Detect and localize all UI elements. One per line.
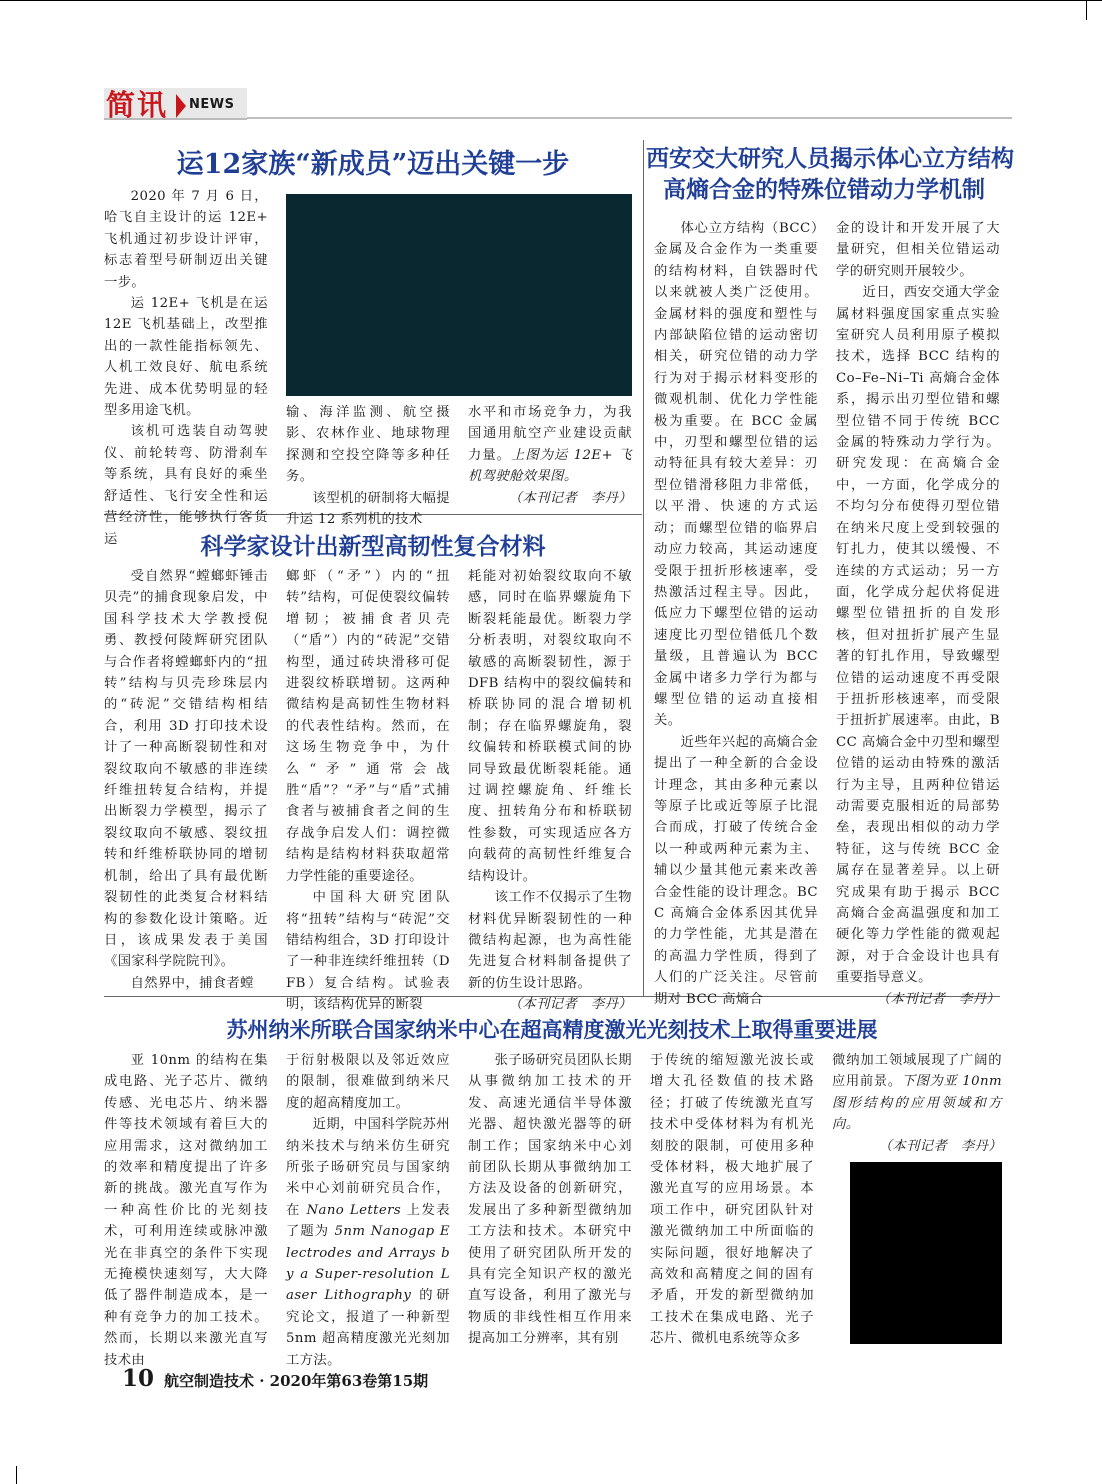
header-rule — [247, 117, 1012, 119]
article4-paragraph: 亚 10nm 的结构在集成电路、光子芯片、微纳传感、光电芯片、纳米器件等技术领域有着巨大的应用需求，这对微纳加工的效率和精度提出了许多新的挑战。激光直写作为一种高性价比的光刻技术，可利用连续或脉冲激光在非真空的条件下实现无掩模快速刻写，大大降低了器件制造成本，是一种有竞争力的加工技术。然而，长期以来激光直写技术由 — [104, 1053, 268, 1368]
article2-credit: （本刊记者 李丹） — [508, 997, 632, 1013]
article3-paragraph: 金的设计和开发开展了大量研究，但相关位错运动学的研究则开展较少。 — [836, 221, 1000, 279]
article4-caption: 下图为亚 10nm 图形结构的应用领域和方向。 — [832, 1074, 1002, 1133]
article2-col2 — [286, 566, 450, 1016]
article1-col1 — [104, 186, 268, 550]
article4-credit: （本刊记者 李丹） — [878, 1138, 1002, 1154]
article1-col2 — [286, 402, 450, 530]
article4-col4 — [650, 1050, 814, 1350]
article2-paragraph: 自然界中，捕食者螳 — [130, 975, 254, 991]
article3-paragraph: 体心立方结构（BCC）金属及合金作为一类重要的结构材料，自铁器时代以来就被人类广泛使用。金属材料的强度和塑性与内部缺陷位错的运动密切相关，研究位错的动力学行为对于揭示材料变形的微观机制、优化力学性能极为重要。在 BCC 金属中，刃型和螺型位错的运动特征具有较大差异：刃型位错滑移阻力非常低，以平滑、快速的方式运动；而螺型位错的临界启动应力较高，其运动速度受限于扭折形核速率，受热激活过程主导。因此，低应力下螺型位错的运动速度比刃型位错低几个数量级，且普遍认为 BCC 金属中诸多力学行为都与螺型位错的运动直接相关。 — [654, 221, 818, 729]
article2-col3 — [468, 566, 632, 1016]
paper-title: 5nm Nanogap Electrodes and Arrays by a Super-resolution Laser Lithography — [286, 1224, 451, 1304]
article2-paragraph: 中国科大研究团队将“扭转”结构与“砖泥”交错结构组合，3D 打印设计了一种非连续纤维扭转（DFB）复合结构。试验表明，该结构优异的断裂 — [286, 890, 450, 1013]
article4-text: 上发表了题为 — [286, 1202, 451, 1240]
article1-paragraph: 输、海洋监测、航空摄影、农林作业、地球物理探测和空投空降等多种任务。 — [286, 405, 450, 485]
article4-paragraph: 于传统的缩短激光波长或增大孔径数值的技术路径；打破了传统激光直写技术中受体材料为有机光刻胶的限制，可使用多种受体材料，极大地扩展了激光直写的应用场景。本项工作中，研究团队针对激光微纳加工中所面临的实际问题，很好地解决了高效和高精度之间的固有矛盾，开发的新型微纳加工技术在集成电路、光子芯片、微机电系统等众多 — [650, 1053, 814, 1347]
journal-name: Nano Letters — [306, 1202, 402, 1218]
article1-caption: 上图为运 12E+ 飞机驾驶舱效果图。 — [468, 447, 633, 485]
article3-paragraph: 近日，西安交通大学金属材料强度国家重点实验室研究人员利用原子模拟技术，选择 BCC 结构的 Co–Fe–Ni–Ti 高熵合金体系，揭示出刃型位错和螺型位错不同于传统 BCC 金属的特殊动力学行为。研究发现：在高熵合金中，一方面，化学成分的不均匀分布使得刃型位错在纳米尺度上受到较强的钉扎力，使其以缓慢、不连续的方式运动；另一方面，化学成分起伏将促进螺型位错扭折的自发形核，但对扭折扩展产生显著的钉扎作用，导致螺型位错的运动速度不再受限于扭折形核速率，而受限于扭折扩展速率。由此，BCC 高熵合金中刃型和螺型位错的运动由特殊的激活行为主导，且两种位错运动需要克服相近的局部势垒，表现出相似的动力学特征，这与传统 BCC 金属存在显著差异。以上研究成果有助于揭示 BCC 高熵合金高温强度和加工硬化等力学性能的微观起源，对于合金设计也具有重要指导意义。 — [836, 285, 1000, 986]
article4-paragraph — [286, 1114, 450, 1371]
article4-col1 — [104, 1050, 268, 1371]
article1-title: 运12家族“新成员”迈出关键一步 — [176, 149, 570, 180]
article2-paragraph: 耗能对初始裂纹取向不敏感，同时在临界螺旋角下断裂耗能最优。断裂力学分析表明，对裂纹取向不敏感的高断裂韧性，源于 DFB 结构中的裂纹偏转和桥联协同的混合增韧机制；存在临界螺旋角，裂纹偏转和桥联模式间的协同导致最优断裂耗能。通过调控螺旋角、纤维长度、扭转角分布和桥联韧性参数，可实现适应各方向载荷的高韧性纤维复合结构设计。 — [468, 569, 632, 884]
article4-paragraph: 微纳加工领域展现了广阔的应用前景。 — [832, 1053, 1002, 1090]
article4-paragraph: 张子旸研究员团队长期从事微纳加工技术的开发、高速光通信半导体激光器、超快激光器等的研制工作；国家纳米中心刘前团队长期从事微纳加工方法及设备的创新研究，发展出了多种新型微纳加工方法和技术。本研究中使用了研究团队所开发的具有完全知识产权的激光直写设备，利用了激光与物质的非线性相互作用来提高加工分辨率，其有别 — [468, 1053, 632, 1347]
article4-title: 苏州纳米所联合国家纳米中心在超高精度激光光刻技术上取得重要进展 — [226, 1017, 878, 1042]
nano-structure-photo — [850, 1162, 1002, 1344]
cockpit-photo — [286, 194, 632, 396]
article4-col5 — [832, 1050, 1002, 1157]
article3-credit: （本刊记者 李丹） — [876, 991, 1000, 1007]
article4-paragraph: 于衍射极限以及邻近效应的限制，很难做到纳米尺度的超高精度加工。 — [286, 1053, 450, 1111]
article1-paragraph: 运 12E+ 飞机是在运 12E 飞机基础上，改型推出的一款性能指标领先、人机工效良好、航电系统先进、成本优势明显的轻型多用途飞机。 — [104, 296, 268, 419]
journal-info: 航空制造技术 · 2020年第63卷第15期 — [164, 1372, 429, 1390]
article1-paragraph: 该型机的研制将大幅提升运 12 系列机的技术 — [286, 490, 450, 528]
article4-text: 的研究论文，报道了一种新型 5nm 超高精度激光光刻加工方法。 — [286, 1288, 450, 1368]
scan-edge-top — [0, 0, 1102, 1]
article3-paragraph: 近些年兴起的高熵合金提出了一种全新的合金设计理念，其由多种元素以等原子比或近等原子比混合而成，打破了传统合金以一种或两种元素为主、辅以少量其他元素来改善合金性能的设计理念。BCC 高熵合金体系因其优异的力学性能，尤其是潜在的高温力学性质，得到了人们的广泛关注。尽管前期对 BCC 高熵合 — [654, 734, 818, 1007]
article2-col1 — [104, 566, 268, 994]
article2-paragraph: 该工作不仅揭示了生物材料优异断裂韧性的一种微结构起源，也为高性能先进复合材料制备提供了新的仿生设计思路。 — [468, 890, 632, 991]
article2-paragraph: 受自然界“螳螂虾锤击贝壳”的捕食现象启发，中国科学技术大学教授倪勇、教授何陵辉研究团队与合作者将螳螂虾内的“扭转”结构与贝壳珍珠层内的“砖泥”交错结构相结合，利用 3D 打印技术设计了一种高断裂韧性和对裂纹取向不敏感的非连续纤维扭转复合结构，并提出断裂力学模型，揭示了裂纹取向不敏感、裂纹扭转和纤维桥联协同的增韧机制，给出了具有最优断裂韧性的此类复合材料结构的参数化设计策略。近日，该成果发表于美国《国家科学院院刊》。 — [104, 569, 268, 970]
article1-paragraph: 水平和市场竞争力，为我国通用航空产业建设贡献力量。 — [468, 405, 632, 463]
logo-arrow-icon — [176, 94, 186, 118]
article4-col2 — [286, 1050, 450, 1371]
divider-vertical-right — [643, 140, 644, 996]
article3-col2 — [836, 218, 1000, 1010]
page-number: 10 — [122, 1365, 155, 1392]
article4-col3 — [468, 1050, 632, 1350]
article2-paragraph: 螂虾（“矛”）内的“扭转”结构，可促使裂纹偏转增韧；被捕食者贝壳（“盾”）内的“砖泥”交错构型，通过砖块滑移可促进裂纹桥联增韧。这两种微结构是高韧性生物材料的代表性结构。然而，在这场生物竞争中，为什么“矛”通常会战胜“盾”？“矛”与“盾”式捕食者与被捕食者之间的生存战争启发人们：调控微结构是结构材料获取超常力学性能的重要途径。 — [286, 569, 450, 884]
article3-col1 — [654, 218, 818, 1010]
article1-col3 — [468, 402, 632, 509]
article1-paragraph: 2020 年 7 月 6 日，哈飞自主设计的运 12E+ 飞机通过初步设计评审，标志着型号研制迈出关键一步。 — [104, 189, 268, 290]
article1-paragraph: 该机可选装自动驾驶仪、前轮转弯、防滑刹车等系统，具有良好的乘坐舒适性、飞行安全性和运营经济性，能够执行客货运 — [104, 424, 268, 547]
article3-title-line1: 西安交大研究人员揭示体心立方结构 — [646, 145, 1014, 172]
article1-credit: （本刊记者 李丹） — [508, 490, 632, 506]
scan-edge-right — [1086, 0, 1087, 20]
scan-edge-left — [16, 1466, 17, 1484]
section-logo-en: NEWS — [189, 97, 235, 112]
page-footer — [122, 1365, 428, 1392]
section-logo-cn: 简讯 — [106, 88, 169, 122]
article3-title-line2: 高熵合金的特殊位错动力学机制 — [663, 176, 985, 203]
article2-title: 科学家设计出新型高韧性复合材料 — [200, 533, 546, 560]
article4-text: 近期，中国科学院苏州纳米技术与纳米仿生研究所张子旸研究员与国家纳米中心刘前研究员合作，在 — [286, 1117, 450, 1218]
